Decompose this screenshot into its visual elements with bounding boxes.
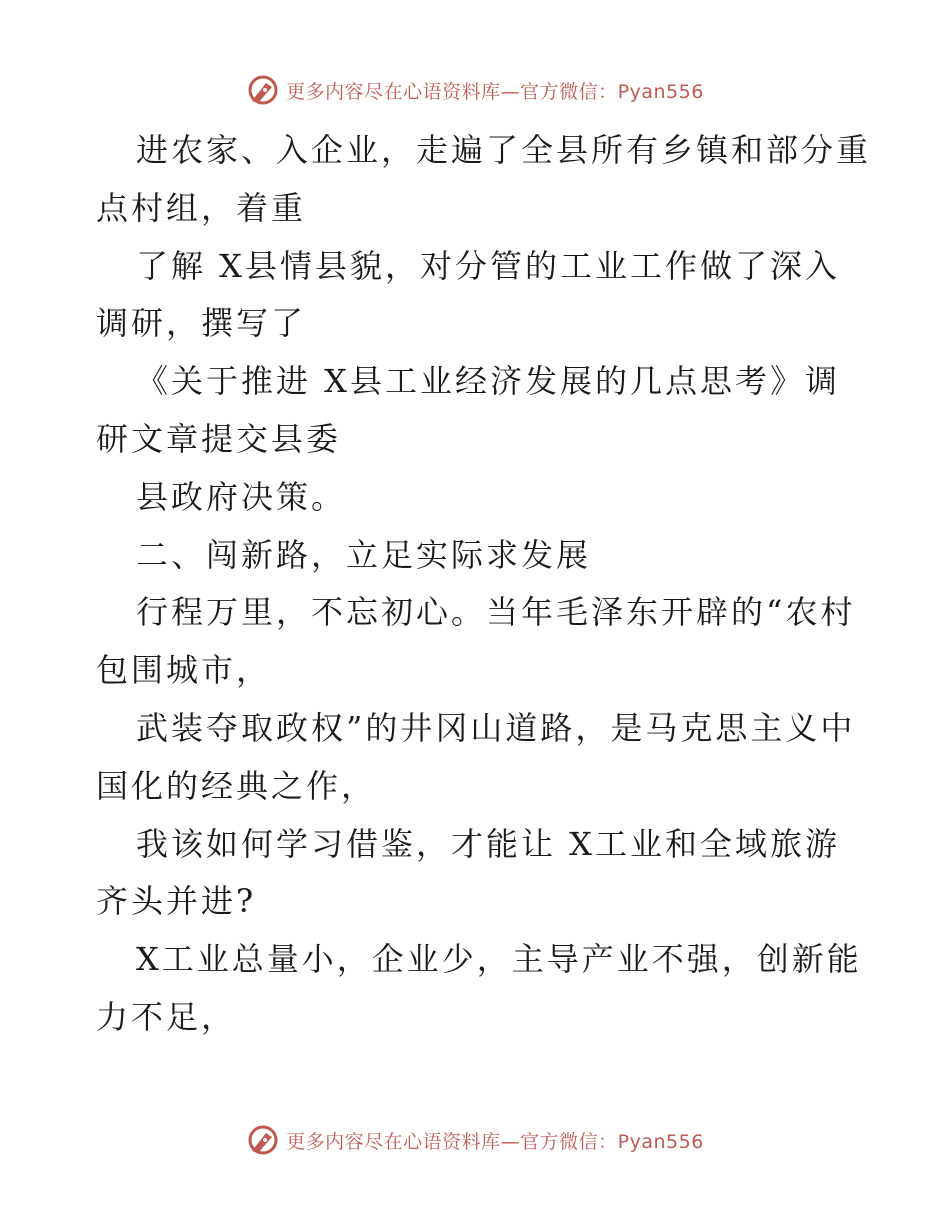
text-line: 齐头并进?: [96, 882, 257, 921]
watermark-text: 更多内容尽在心语资料库—官方微信：Pyan556: [286, 80, 704, 103]
watermark-footer: [0, 1120, 950, 1160]
text-line: 国化的经典之作，: [96, 766, 377, 805]
document-body: [96, 122, 872, 1047]
text-line: 包围城市，: [96, 651, 272, 690]
text-line: 《关于推进 X县工业经济发展的几点思考》调: [136, 362, 840, 401]
text-line: X工业总量小，企业少，主导产业不强，创新能: [136, 940, 862, 979]
text-line: 研文章提交县委: [96, 419, 342, 458]
text-line: 二、闯新路，立足实际求发展: [136, 535, 592, 574]
text-line: 武装夺取政权”的井冈山道路，是马克思主义中: [136, 708, 856, 747]
text-line: 进农家、入企业，走遍了全县所有乡镇和部分重: [136, 131, 872, 169]
text-line: 行程万里，不忘初心。当年毛泽东开辟的“农村: [136, 593, 856, 632]
watermark-text: 更多内容尽在心语资料库—官方微信：Pyan556: [286, 1130, 704, 1153]
text-line: 调研，撰写了: [96, 304, 307, 343]
pen-nib-circle-icon: [246, 73, 280, 107]
text-line: 力不足，: [96, 997, 237, 1036]
text-line: 我该如何学习借鉴，才能让 X工业和全域旅游: [136, 824, 840, 863]
text-line: 县政府决策。: [136, 477, 347, 516]
watermark-header: [0, 70, 950, 110]
text-line: 了解 X县情县貌，对分管的工业工作做了深入: [136, 246, 840, 285]
text-line: 点村组，着重: [96, 188, 307, 227]
pen-nib-circle-icon: [246, 1123, 280, 1157]
